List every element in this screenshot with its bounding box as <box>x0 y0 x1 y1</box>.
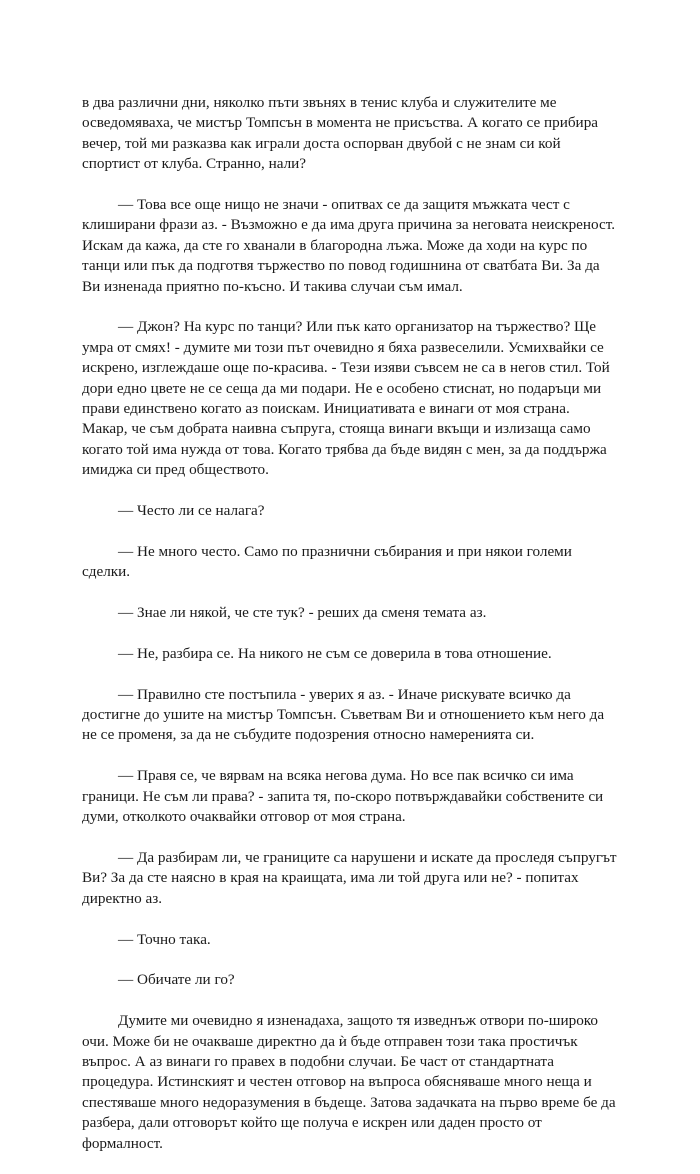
paragraph-3: — Джон? На курс по танци? Или пък като организатор на тържество? Ще умра от смях! - думите ми този път очевидно я бяха развеселили. Усмихвайки се искрено, изглеждаше още по-красива. - Тези изяви съвсем не са в негов стил. Той дори едно цвете не се сеща да ми подари. Не е особено стиснат, но подаръци ми прави единствено когато аз поискам. Инициативата е винаги от моя страна. Макар, че съм добрата наивна съпруга, стояща винаги вкъщи и излизаща само когато той има нужда от това. Когато трябва да бъде видян с мен, за да поддържа имиджа си пред обществото. <box>82 318 610 479</box>
paragraph-1: в два различни дни, няколко пъти звънях в тенис клуба и служителите ме осведомяваха, че мистър Томпсън в момента не присъства. А когато се прибира вечер, той ми разказва как играли доста оспорван двубой с не знам си кой спортист от клуба. Странно, нали? <box>82 94 599 173</box>
paragraph-11: — Точно така. <box>118 930 211 948</box>
paragraph-4: — Често ли се налага? <box>118 502 265 520</box>
paragraph-8: — Правилно сте постъпила - уверих я аз. - Иначе рискувате всичко да достигне до ушите на мистър Томпсън. Съветвам Ви и отношението към него да не се променя, за да не събудите подозрения относно намеренията си. <box>82 685 605 744</box>
paragraph-2: — Това все още нищо не значи - опитвах се да защитя мъжката чест с клиширани фрази аз. - Възможно е да има друга причина за неговата неискреност. Искам да кажа, да сте го хванали в благородна лъжа. Може да ходи на курс по танци или пък да подготвя тържество по повод годишнина от сватбата Ви. За да Ви изненада приятно по-късно. И такива случаи съм имал. <box>82 196 616 295</box>
paragraph-9: — Правя се, че вярвам на всяка негова дума. Но все пак всичко си има граници. Не съм ли права? - запита тя, по-скоро потвърждавайки собствените си думи, отколкото очаквайки отговор от моя страна. <box>82 767 604 826</box>
paragraph-6: — Знае ли някой, че сте тук? - реших да сменя темата аз. <box>118 604 487 622</box>
paragraph-5: — Не много често. Само по празнични събирания и при някои големи сделки. <box>82 542 572 581</box>
paragraph-12: — Обичате ли го? <box>118 971 235 989</box>
body-text <box>82 93 618 1174</box>
paragraph-13: Думите ми очевидно я изненадаха, защото тя изведнъж отвори по-широко очи. Може би не очакваше директно да ѝ бъде отправен този така простичък въпрос. А аз винаги го правех в подобни случаи. Бе част от стандартната процедура. Истинският и честен отговор на въпроса обясняваше много неща и спестяваше много недоразумения в бъдеще. Затова задачката на първо време бе да разбера, дали отговорът който ще получа е искрен или даден просто от формалност. <box>82 1012 616 1152</box>
paragraph-7: — Не, разбира се. На никого не съм се доверила в това отношение. <box>118 644 552 662</box>
paragraph-10: — Да разбирам ли, че границите са нарушени и искате да проследя съпругът Ви? За да сте наясно в края на краищата, има ли той друга или не? - попитах директно аз. <box>82 848 617 907</box>
